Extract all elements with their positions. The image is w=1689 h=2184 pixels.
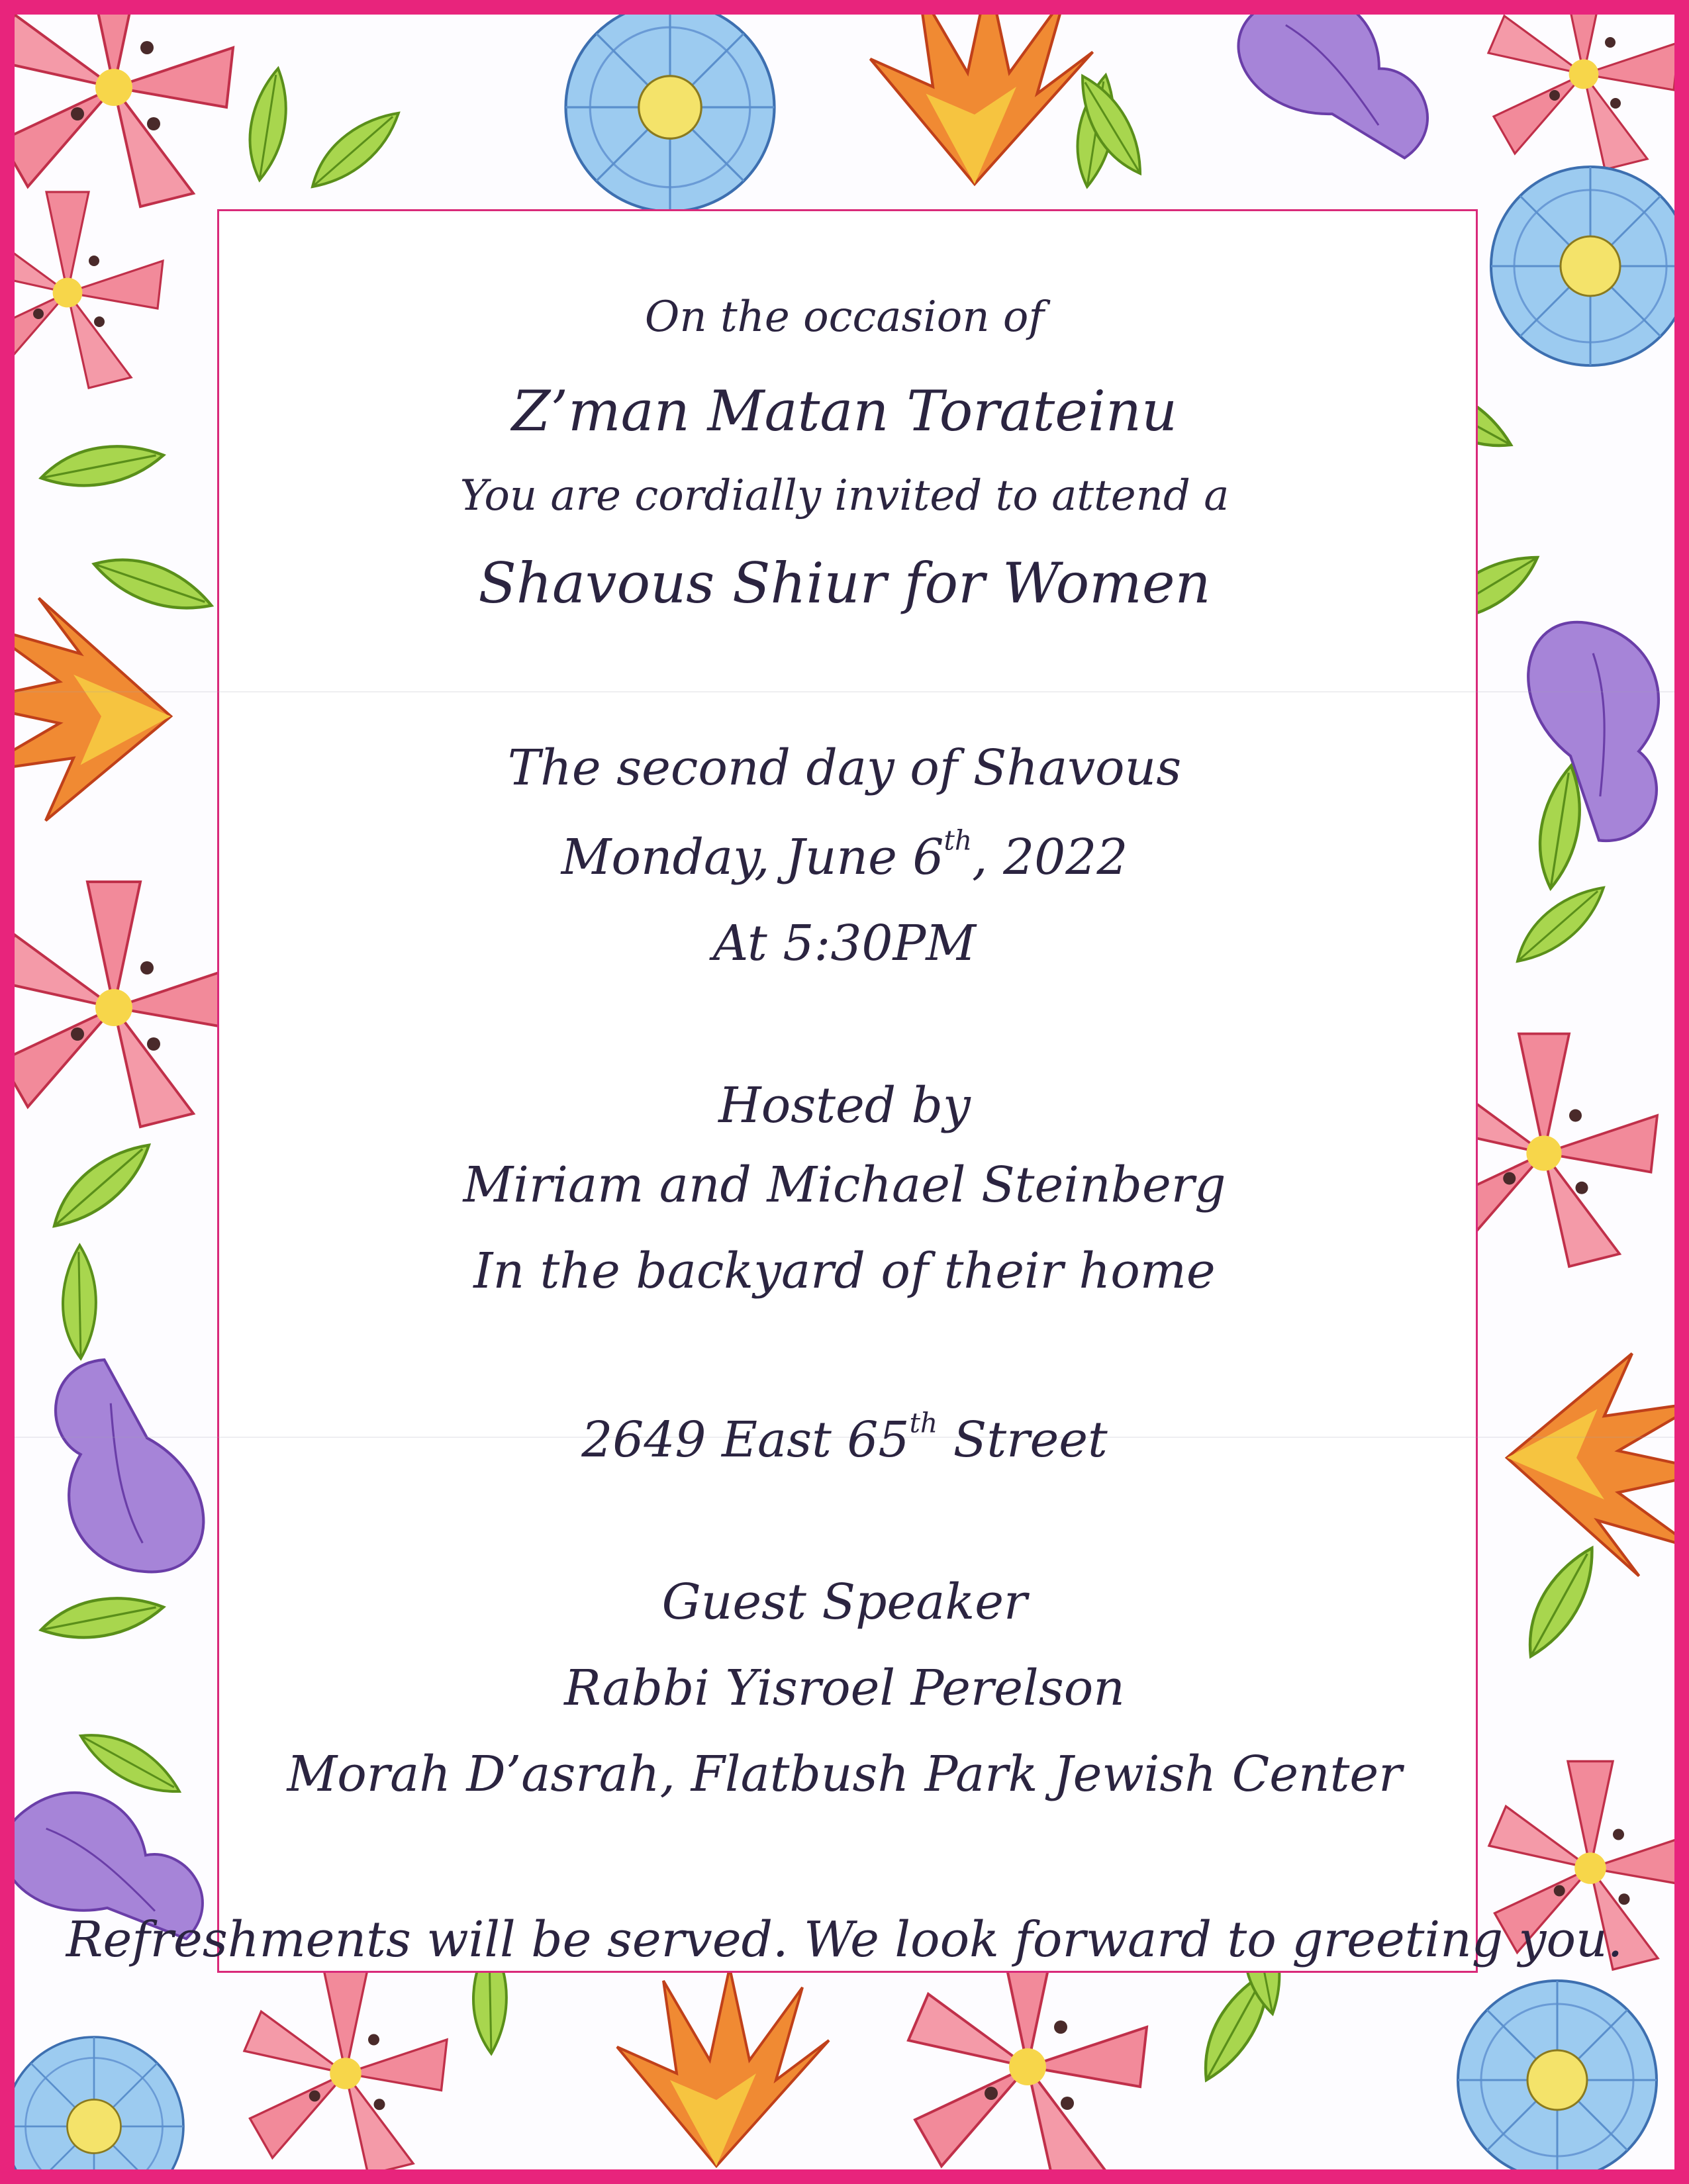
- occasion-name: Z’man Matan Torateinu: [511, 379, 1178, 444]
- address-street: Street: [938, 1411, 1108, 1468]
- address: [15, 1407, 1674, 1468]
- invite-line: You are cordially invited to attend a: [459, 471, 1230, 520]
- address-number: 2649 East 65: [581, 1411, 910, 1468]
- speaker-name: Rabbi Yisroel Perelson: [564, 1660, 1125, 1717]
- date-ordinal: th: [943, 824, 973, 857]
- address-ordinal: th: [909, 1407, 938, 1439]
- occasion-intro: On the occasion of: [644, 293, 1045, 342]
- speaker-title: Morah D’asrah, Flatbush Park Jewish Center: [287, 1746, 1402, 1803]
- event-date: [15, 824, 1674, 886]
- date-prefix: Monday, June 6: [561, 829, 944, 886]
- location-line: In the backyard of their home: [473, 1243, 1216, 1300]
- hosts-names: Miriam and Michael Steinberg: [463, 1157, 1226, 1213]
- event-name: Shavous Shiur for Women: [478, 551, 1211, 616]
- closing-line: Refreshments will be served. We look forward to greeting you.: [66, 1911, 1623, 1968]
- date-year: , 2022: [972, 829, 1128, 886]
- event-time: At 5:30PM: [712, 915, 977, 972]
- paper-fold-line: [15, 691, 1674, 692]
- hosted-label: Hosted by: [718, 1077, 971, 1134]
- speaker-label: Guest Speaker: [661, 1574, 1028, 1631]
- day-line: The second day of Shavous: [507, 739, 1182, 796]
